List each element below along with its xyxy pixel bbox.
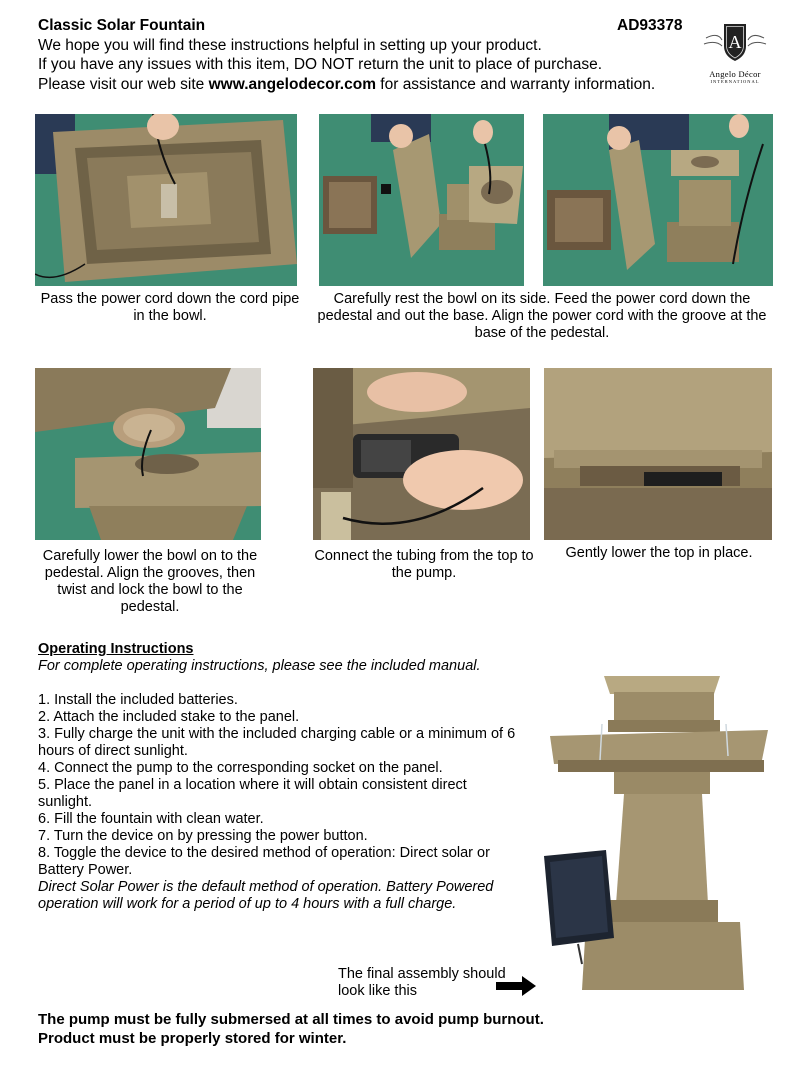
logo-sub: INTERNATIONAL (710, 79, 760, 84)
list-item: 5. Place the panel in a location where it will obtain consistent direct sunlight. (38, 777, 467, 810)
step-1-caption: Pass the power cord down the cord pipe in the bowl. (40, 291, 300, 324)
operating-note: Direct Solar Power is the default method of operation. Battery Powered operation will work for a period of up to 4 hours with a full charge. (38, 879, 494, 912)
model-number: AD93378 (617, 17, 683, 34)
product-title: Classic Solar Fountain (38, 17, 206, 34)
final-assembly-photo (544, 664, 772, 996)
step-3-caption: Carefully lower the bowl on to the pedestal. Align the grooves, then twist and lock the bowl to the pedestal. (42, 548, 258, 615)
final-assembly-text: The final assembly should look like this (338, 966, 506, 999)
step-5-photo (544, 368, 772, 540)
step-3-photo (35, 368, 261, 540)
logo-shield-icon (700, 20, 770, 64)
logo-monogram: A (728, 32, 742, 52)
arrow-right-icon (496, 976, 536, 996)
step-2-caption: Carefully rest the bowl on its side. Feed the power cord down the pedestal and out the base. Align the power cord with the groove at the base of the pedestal. (317, 291, 767, 341)
step-2a-photo (319, 114, 524, 286)
warning-winter: Product must be properly stored for winter. (38, 1030, 347, 1047)
intro-line-1: We hope you will find these instructions helpful in setting up your product. (38, 37, 542, 54)
list-item: 7. Turn the device on by pressing the power button. (38, 828, 368, 844)
list-item: 6. Fill the fountain with clean water. (38, 811, 264, 827)
intro-line-2: If you have any issues with this item, DO NOT return the unit to place of purchase. (38, 56, 603, 73)
operating-list (38, 692, 520, 913)
operating-heading: Operating Instructions (38, 641, 194, 657)
list-item: 8. Toggle the device to the desired method of operation: Direct solar or Battery Power. (38, 845, 490, 878)
website-link[interactable]: www.angelodecor.com (208, 76, 376, 93)
step-5-caption: Gently lower the top in place. (565, 545, 753, 561)
operating-intro: For complete operating instructions, please see the included manual. (38, 658, 481, 674)
list-item: 1. Install the included batteries. (38, 692, 238, 708)
intro-line-3-suffix: for assistance and warranty information. (380, 76, 656, 93)
intro-line-3 (38, 75, 655, 94)
warning-pump: The pump must be fully submersed at all times to avoid pump burnout. (38, 1011, 544, 1028)
logo-brand: Angelo Décor (709, 69, 761, 79)
intro-line-3-prefix: Please visit our web site (38, 76, 205, 93)
list-item: 4. Connect the pump to the corresponding socket on the panel. (38, 760, 443, 776)
list-item: 3. Fully charge the unit with the included charging cable or a minimum of 6 hours of direct sunlight. (38, 726, 516, 759)
list-item: 2. Attach the included stake to the panel. (38, 709, 300, 725)
step-4-photo (313, 368, 530, 540)
company-logo (700, 20, 770, 84)
step-2b-photo (543, 114, 773, 286)
step-1-photo (35, 114, 297, 286)
step-4-caption: Connect the tubing from the top to the pump. (314, 548, 534, 581)
